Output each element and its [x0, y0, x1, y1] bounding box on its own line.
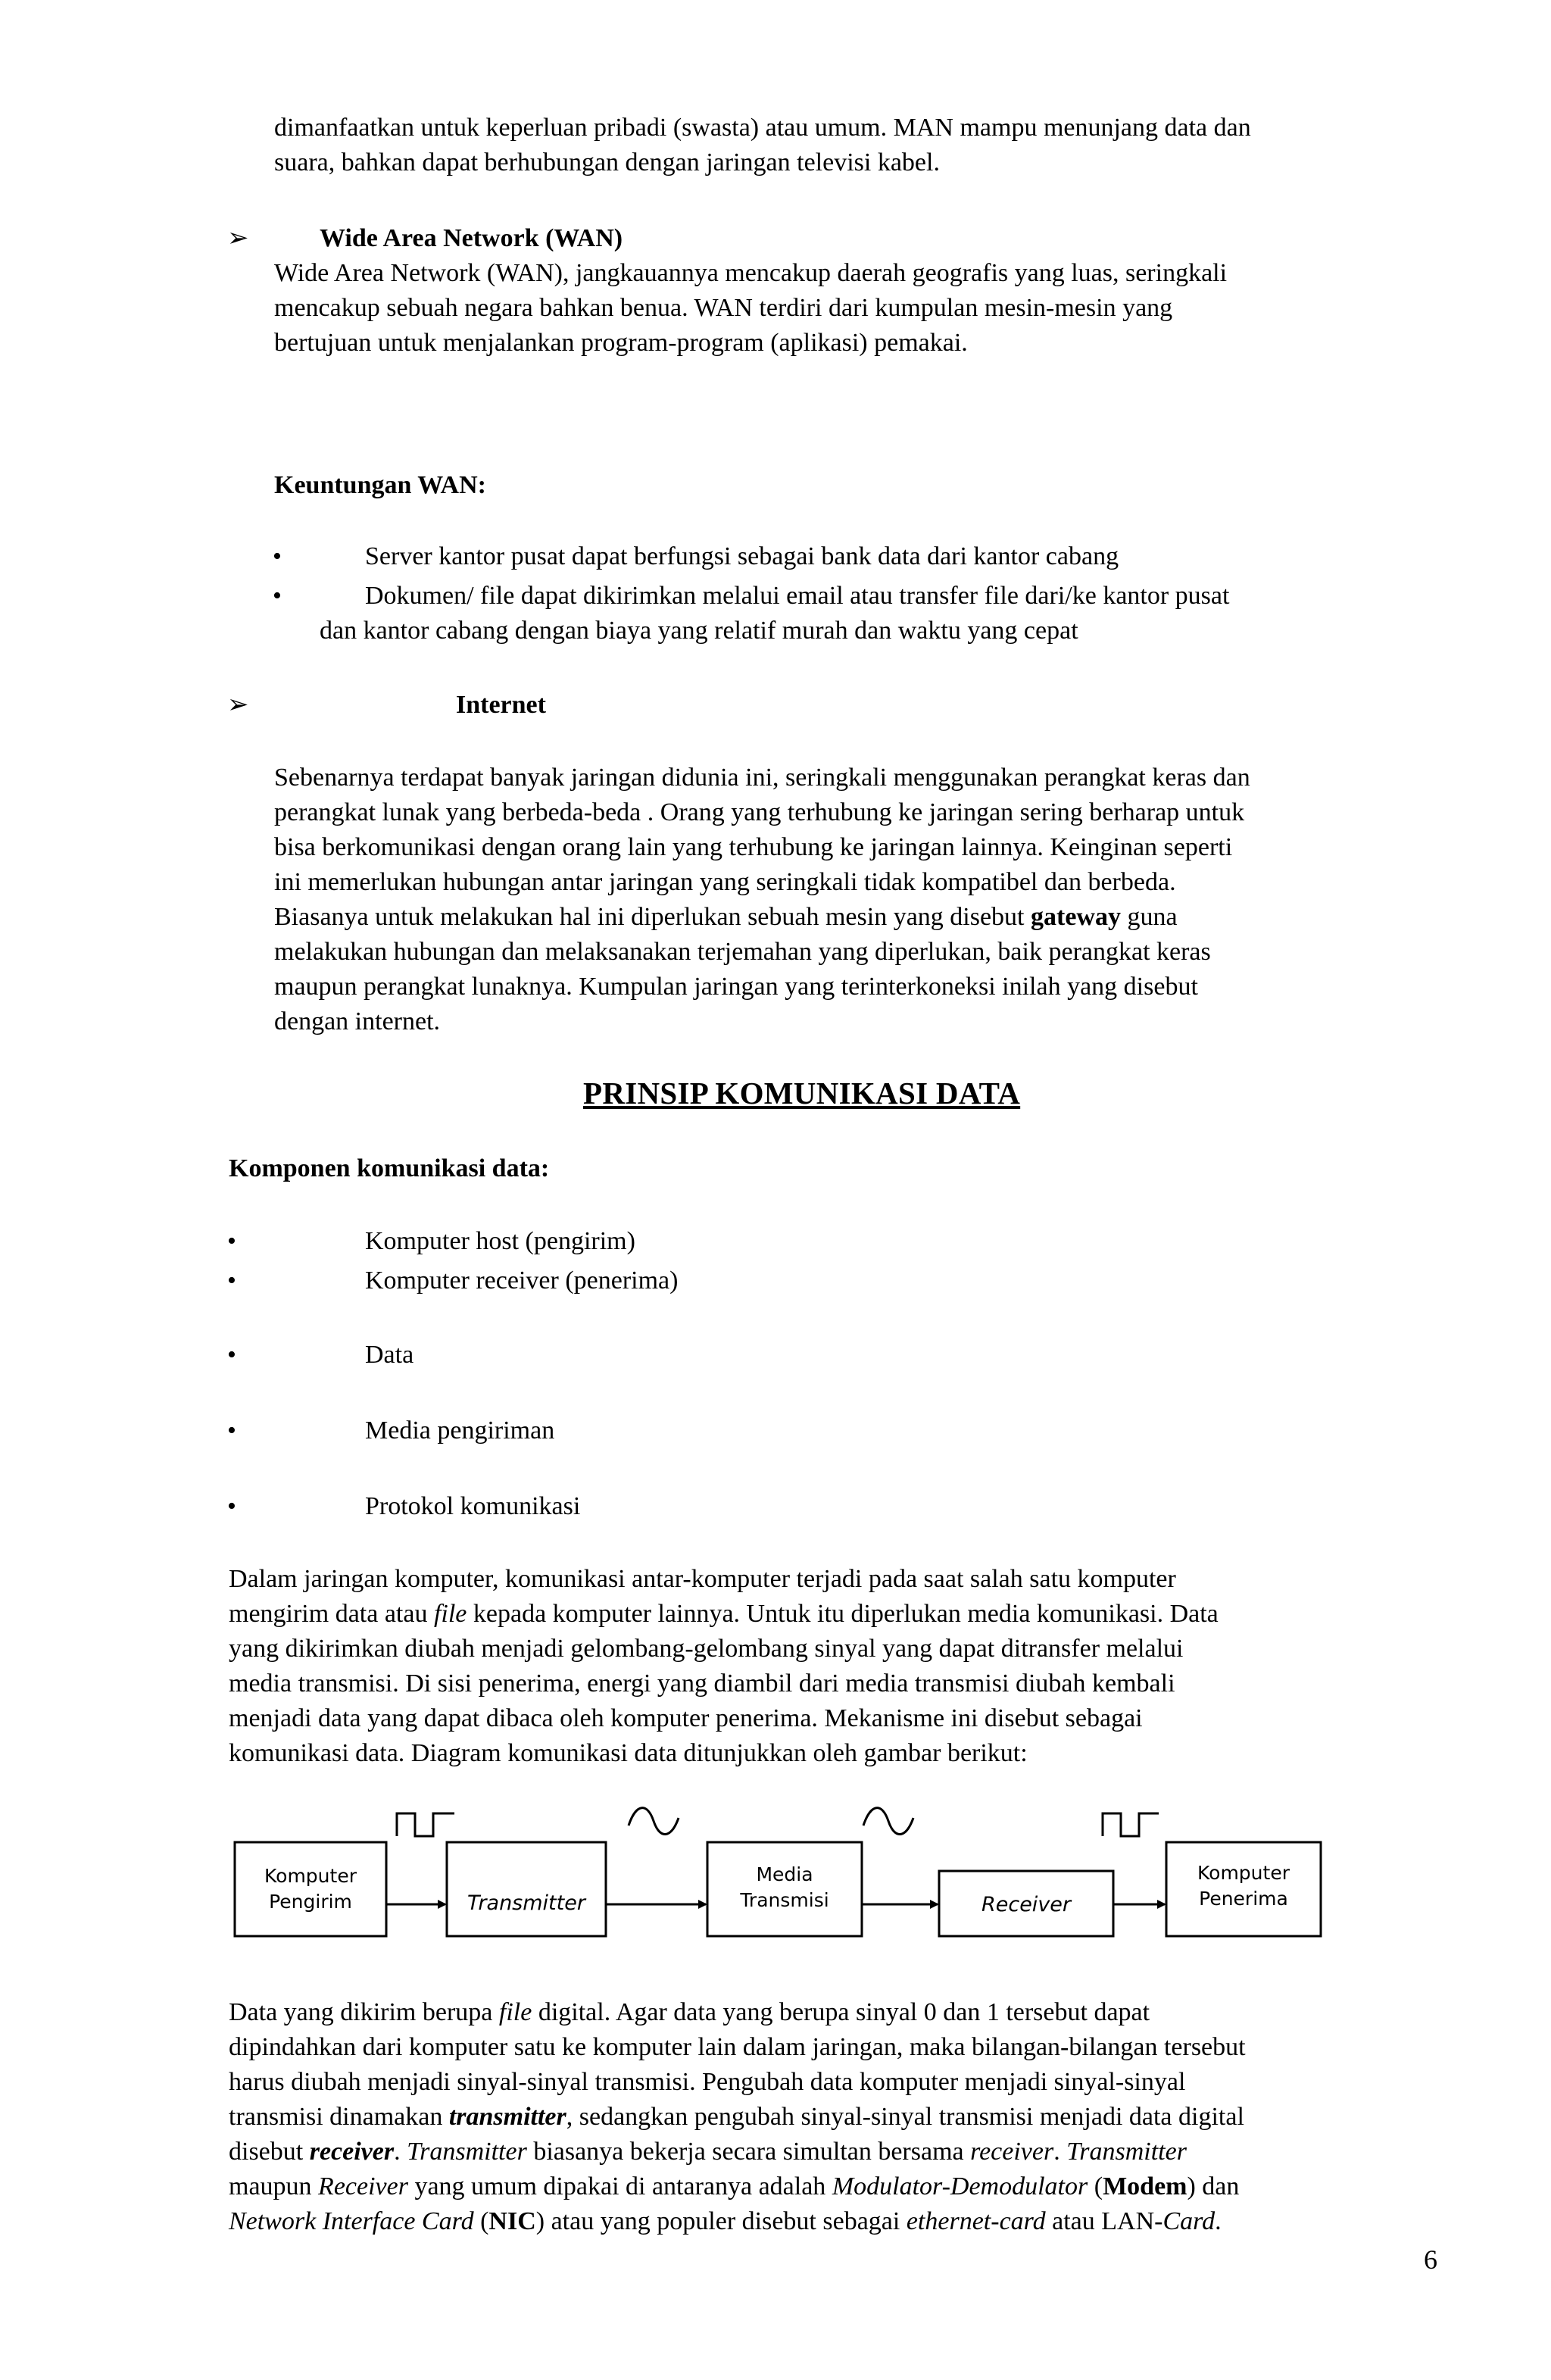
para2-line-3: harus diubah menjadi sinyal-sinyal transmisi. Pengubah data komputer menjadi sinyal-sinyal [229, 2068, 1186, 2096]
wan-line-3: bertujuan untuk menjalankan program-program (aplikasi) pemakai. [274, 329, 968, 357]
text-span: ( [1088, 2172, 1103, 2200]
text-span: atau LAN- [1045, 2207, 1163, 2235]
internet-line-5 [274, 900, 1178, 935]
text-span: disebut [229, 2138, 310, 2166]
bullet-dot-icon: • [273, 582, 282, 610]
box-transmitter [447, 1842, 606, 1936]
wan-heading: Wide Area Network (WAN) [320, 224, 623, 252]
transmitter-term: transmitter [448, 2103, 566, 2131]
component-item-5: Protokol komunikasi [365, 1492, 581, 1520]
component-item-4: Media pengiriman [365, 1416, 555, 1445]
box-label-komputer-penerima [1166, 1860, 1321, 1912]
para2-line-7 [229, 2204, 1222, 2239]
text-span: biasanya bekerja secara simultan bersama [526, 2138, 971, 2166]
text-span: maupun [229, 2172, 319, 2200]
box-label-line: Transmisi [740, 1889, 829, 1911]
wan-line-1: Wide Area Network (WAN), jangkauannya mencakup daerah geografis yang luas, seringkali [274, 259, 1228, 287]
component-item-2: Komputer receiver (penerima) [365, 1267, 679, 1295]
bullet-dot-icon: • [227, 1492, 236, 1520]
page-number: 6 [1424, 2244, 1437, 2275]
text-span: Data yang dikirim berupa [229, 1998, 499, 2026]
wan-bullet-1: Server kantor pusat dapat berfungsi sebagai bank data dari kantor cabang [365, 542, 1119, 570]
transmitter-term: Transmitter [407, 2138, 527, 2166]
para1-line-4: media transmisi. Di sisi penerima, energi yang diambil dari media transmisi diubah kembali [229, 1669, 1175, 1698]
box-label-line: Komputer [264, 1865, 357, 1887]
internet-line-2: perangkat lunak yang berbeda-beda . Orang yang terhubung ke jaringan sering berharap untuk [274, 798, 1245, 826]
text-span: digital. Agar data yang berupa sinyal 0 dan 1 tersebut dapat [532, 1998, 1150, 2026]
keuntungan-heading: Keuntungan WAN: [274, 471, 486, 499]
para1-line-6: komunikasi data. Diagram komunikasi data ditunjukkan oleh gambar berikut: [229, 1739, 1028, 1767]
intro-line-1: dimanfaatkan untuk keperluan pribadi (swasta) atau umum. MAN mampu menunjang data dan [274, 114, 1251, 142]
internet-line-5-pre: Biasanya untuk melakukan hal ini diperlukan sebuah mesin yang disebut [274, 903, 1031, 931]
wan-line-2: mencakup sebuah negara bahkan benua. WAN terdiri dari kumpulan mesin-mesin yang [274, 294, 1173, 322]
text-span: transmisi dinamakan [229, 2103, 449, 2131]
file-term: file [498, 1998, 532, 2026]
bullet-dot-icon: • [227, 1227, 236, 1255]
text-span: . [1053, 2138, 1067, 2166]
bullet-dot-icon: • [227, 1267, 236, 1295]
arrow-bullet-icon: ➢ [227, 691, 249, 719]
text-span: ( [473, 2207, 489, 2235]
para1-file-term: file [433, 1600, 467, 1628]
para2-line-4 [229, 2100, 1244, 2135]
wan-bullet-2: Dokumen/ file dapat dikirimkan melalui email atau transfer file dari/ke kantor pusat [365, 582, 1230, 610]
internet-heading: Internet [456, 691, 546, 719]
internet-line-1: Sebenarnya terdapat banyak jaringan didunia ini, seringkali menggunakan perangkat keras dan [274, 764, 1250, 792]
ethernet-card-term: ethernet-card [906, 2207, 1046, 2235]
receiver-term: Receiver [318, 2172, 408, 2200]
text-span: . [394, 2138, 407, 2166]
modem-abbrev: Modem [1103, 2172, 1187, 2200]
transmitter-term: Transmitter [1066, 2138, 1187, 2166]
box-label-receiver: Receiver [981, 1893, 1072, 1916]
text-span: . [1215, 2207, 1222, 2235]
digital-signal-icon [1103, 1813, 1159, 1836]
para1-line-2-post: kepada komputer lainnya. Untuk itu diperlukan media komunikasi. Data [467, 1600, 1219, 1628]
card-term: Card [1162, 2207, 1216, 2235]
intro-line-2: suara, bahkan dapat berhubungan dengan jaringan televisi kabel. [274, 148, 940, 176]
para1-line-1: Dalam jaringan komputer, komunikasi antar-komputer terjadi pada saat salah satu komputer [229, 1565, 1176, 1593]
gateway-term: gateway [1031, 903, 1121, 931]
komponen-heading: Komponen komunikasi data: [229, 1154, 550, 1182]
text-span: yang umum dipakai di antaranya adalah [407, 2172, 832, 2200]
page-title: PRINSIP KOMUNIKASI DATA [583, 1076, 1021, 1110]
internet-line-5-post: guna [1120, 903, 1178, 931]
para2-line-1 [229, 1995, 1150, 2030]
para2-line-5 [229, 2135, 1187, 2169]
bullet-dot-icon: • [273, 542, 282, 570]
box-label-transmitter: Transmitter [467, 1891, 585, 1915]
box-label-line: Pengirim [269, 1891, 352, 1913]
internet-line-3: bisa berkomunikasi dengan orang lain yang terhubung ke jaringan lainnya. Keinginan seperti [274, 833, 1233, 861]
internet-line-7: maupun perangkat lunaknya. Kumpulan jaringan yang terinterkoneksi inilah yang disebut [274, 973, 1198, 1001]
text-span: ) atau yang populer disebut sebagai [535, 2207, 907, 2235]
box-label-komputer-pengirim [235, 1863, 386, 1915]
internet-line-8: dengan internet. [274, 1007, 441, 1035]
text-span: , sedangkan pengubah sinyal-sinyal transmisi menjadi data digital [566, 2103, 1244, 2131]
box-label-line: Media [756, 1863, 813, 1885]
analog-signal-icon [863, 1808, 913, 1835]
modem-term: Modulator-Demodulator [832, 2172, 1088, 2200]
box-label-line: Penerima [1199, 1888, 1288, 1910]
internet-line-6: melakukan hubungan dan melaksanakan terjemahan yang diperlukan, baik perangkat keras [274, 938, 1211, 966]
box-label-media-transmisi [707, 1862, 862, 1913]
analog-signal-icon [629, 1808, 679, 1835]
bullet-dot-icon: • [227, 1416, 236, 1445]
box-label-line: Komputer [1197, 1862, 1290, 1884]
bullet-dot-icon: • [227, 1341, 236, 1369]
para2-line-6 [229, 2169, 1239, 2204]
nic-abbrev: NIC [488, 2207, 536, 2235]
component-item-1: Komputer host (pengirim) [365, 1227, 635, 1255]
receiver-term: receiver [309, 2138, 395, 2166]
nic-term: Network Interface Card [229, 2207, 474, 2235]
para1-line-2 [229, 1597, 1219, 1632]
wan-bullet-2-continuation: dan kantor cabang dengan biaya yang relatif murah dan waktu yang cepat [320, 617, 1078, 645]
para2-line-2: dipindahkan dari komputer satu ke komputer lain dalam jaringan, maka bilangan-bilangan tersebut [229, 2033, 1246, 2061]
para1-line-5: menjadi data yang dapat dibaca oleh komputer penerima. Mekanisme ini disebut sebagai [229, 1704, 1143, 1732]
internet-line-4: ini memerlukan hubungan antar jaringan yang seringkali tidak kompatibel dan berbeda. [274, 868, 1176, 896]
arrow-bullet-icon: ➢ [227, 224, 249, 252]
para1-line-3: yang dikirimkan diubah menjadi gelombang-gelombang sinyal yang dapat ditransfer melalui [229, 1635, 1184, 1663]
component-item-3: Data [365, 1341, 414, 1369]
digital-signal-icon [397, 1813, 454, 1836]
text-span: ) dan [1187, 2172, 1240, 2200]
receiver-term: receiver [970, 2138, 1054, 2166]
para1-line-2-pre: mengirim data atau [229, 1600, 434, 1628]
